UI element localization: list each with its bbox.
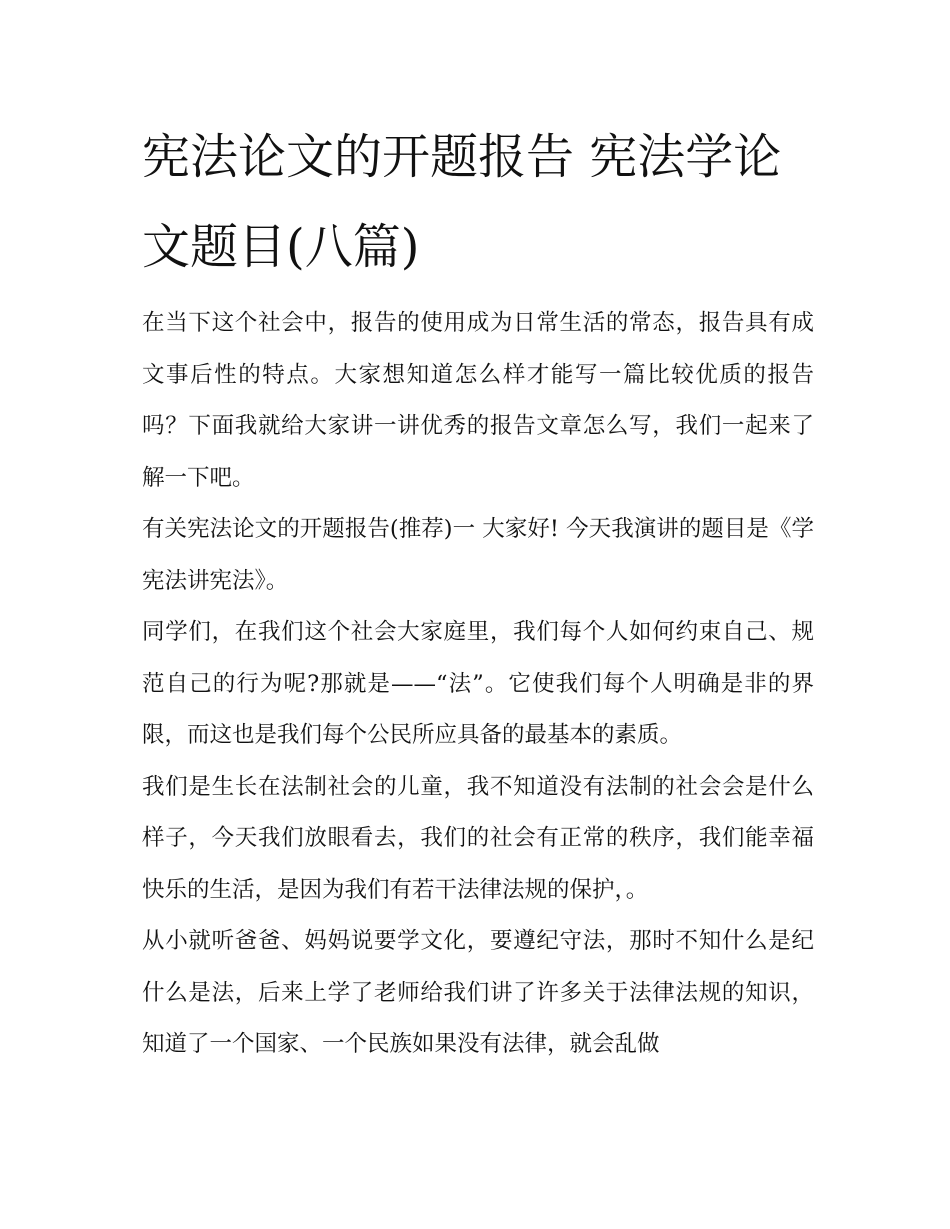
document-title: 宪法论文的开题报告 宪法学论文题目(八篇) [142,129,782,275]
paragraph-childhood-learning: 从小就听爸爸、妈妈说要学文化，要遵纪守法，那时不知什么是纪什么是法，后来上学了老师给我们讲了许多关于法律法规的知识，知道了一个国家、一个民族如果没有法律，就会乱做 [142,928,814,1057]
paragraph-speech-opening: 有关宪法论文的开题报告(推荐)一 大家好! 今天我演讲的题目是《学宪法讲宪法》。 [142,516,814,594]
document-page [142,112,814,1071]
paragraph-legal-society: 我们是生长在法制社会的儿童，我不知道没有法制的社会会是什么样子，今天我们放眼看去，我们的社会有正常的秩序，我们能幸福快乐的生活，是因为我们有若干法律法规的保护，。 [142,773,814,903]
paragraph-intro: 在当下这个社会中，报告的使用成为日常生活的常态，报告具有成文事后性的特点。大家想知道怎么样才能写一篇比较优质的报告吗？下面我就给大家讲一讲优秀的报告文章怎么写，我们一起来了解一下吧。 [142,310,814,491]
paragraph-law-boundaries: 同学们，在我们这个社会大家庭里，我们每个人如何约束自己、规范自己的行为呢?那就是——“法”。它使我们每个人明确是非的界限，而这也是我们每个公民所应具备的最基本的素质。 [142,619,814,748]
